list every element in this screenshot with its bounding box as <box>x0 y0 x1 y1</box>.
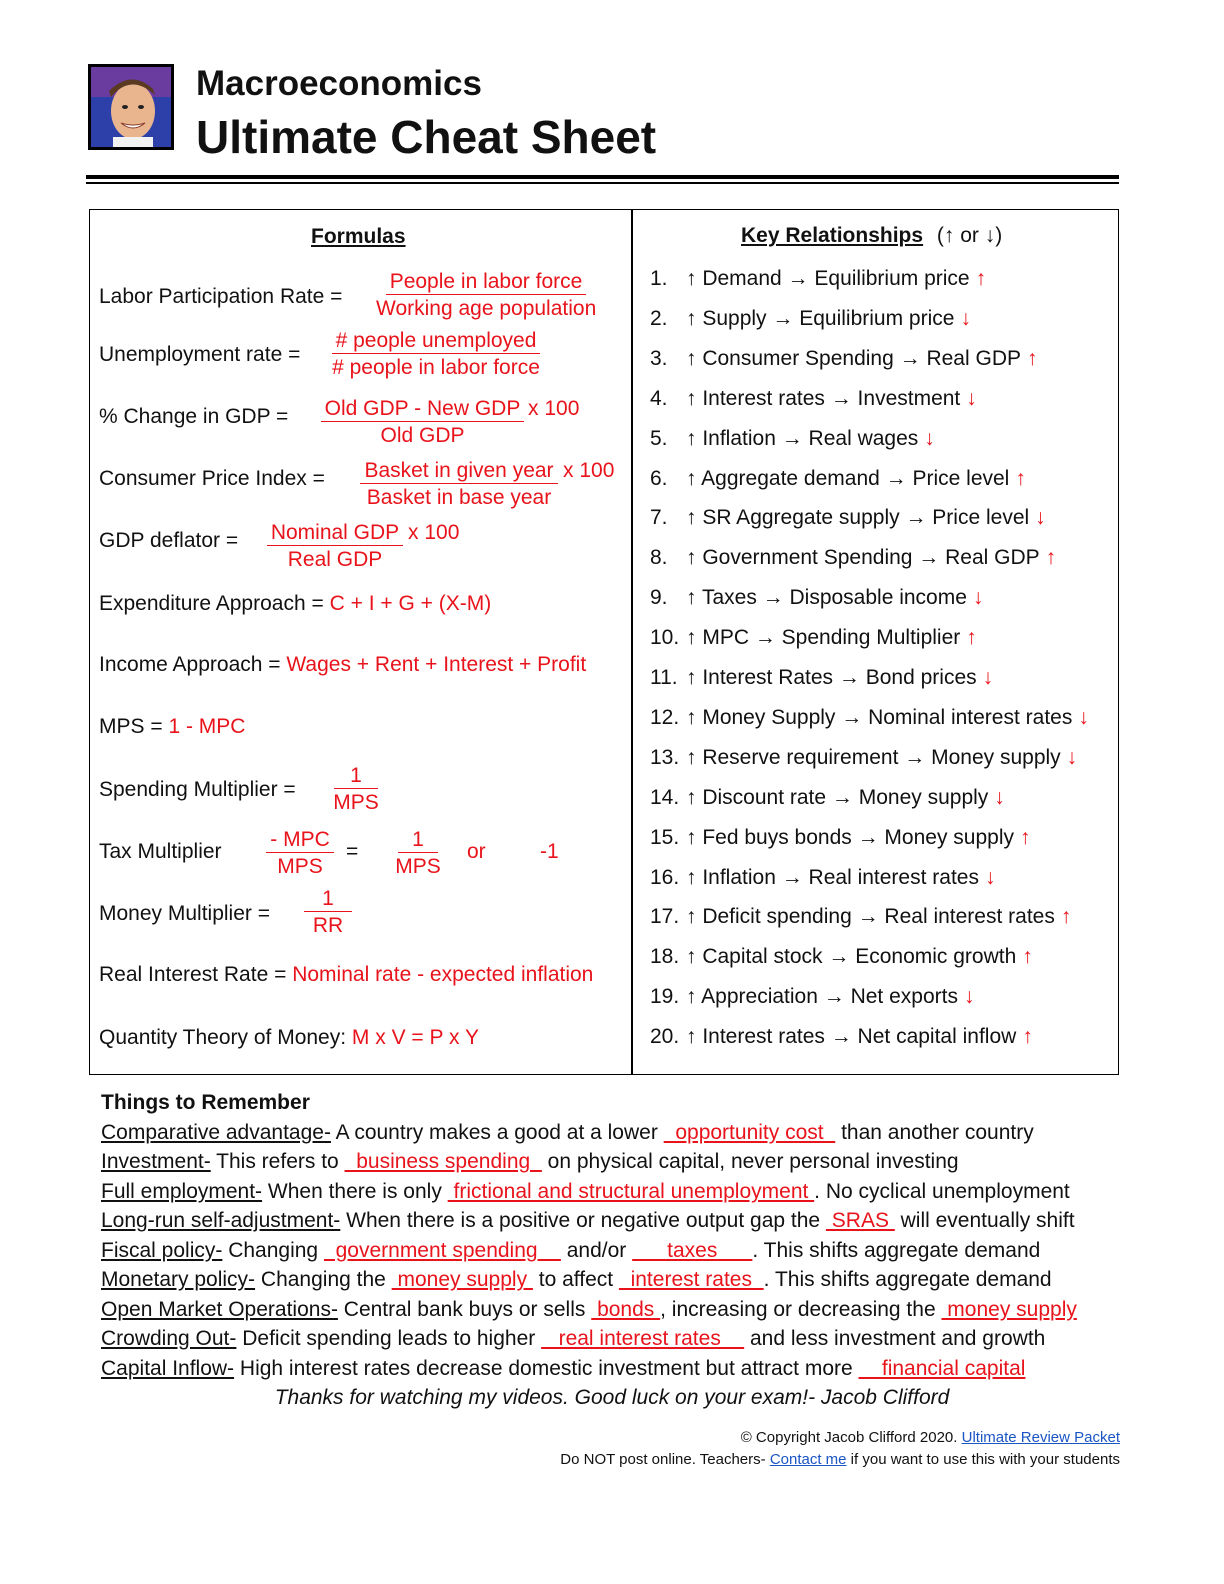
relationship-direction: ↓ <box>924 426 935 450</box>
mps-label: MPS = <box>99 715 163 738</box>
cpi-label: Consumer Price Index = <box>99 467 325 490</box>
spending-multiplier-numerator: 1 <box>334 765 378 789</box>
relationship-direction: ↓ <box>960 306 971 330</box>
tax-multiplier-label: Tax Multiplier <box>99 840 222 863</box>
relationship-number: 14. <box>650 785 680 809</box>
relationship-text: ↑ MPC → Spending Multiplier <box>686 626 961 650</box>
mps-formula <box>99 716 245 737</box>
relationship-text: ↑ Reserve requirement → Money supply <box>686 745 1061 769</box>
labor-participation-fraction <box>376 271 596 319</box>
remember-answer: frictional and structural unemployment <box>447 1180 815 1203</box>
relationship-direction: ↓ <box>963 985 975 1009</box>
relationship-direction: ↑ <box>1027 346 1038 370</box>
relationship-direction: ↓ <box>966 386 977 410</box>
deflator-denominator: Real GDP <box>287 548 383 571</box>
tax-multiplier-denominator-2: MPS <box>395 855 441 878</box>
relationship-number: 17. <box>650 905 680 929</box>
remember-text: When there is a positive or negative output gap the <box>340 1209 826 1232</box>
remember-term: Long-run self-adjustment- <box>101 1209 341 1232</box>
remember-text: , increasing or decreasing the <box>660 1298 942 1321</box>
relationship-number: 11. <box>650 666 678 689</box>
cpi-multiplier: x 100 <box>563 459 615 482</box>
remember-line-full-employment <box>101 1181 1070 1202</box>
remember-term: Comparative advantage- <box>101 1121 331 1144</box>
real-interest-formula <box>99 964 593 985</box>
relationship-number: 4. <box>650 386 668 410</box>
qtm-value: M x V = P x Y <box>351 1026 479 1049</box>
relationship-number: 2. <box>650 306 668 330</box>
relationship-item <box>650 308 971 329</box>
deflator-fraction <box>264 522 406 570</box>
remember-text: and less investment and growth <box>744 1327 1046 1350</box>
remember-answer: opportunity cost <box>663 1121 836 1144</box>
remember-line-crowding-out <box>101 1328 1045 1349</box>
remember-term: Full employment- <box>101 1180 263 1203</box>
remember-term: Capital Inflow- <box>101 1357 235 1380</box>
relationship-direction: ↓ <box>984 865 996 889</box>
relationship-item <box>650 867 995 888</box>
relationship-text: ↑ Deficit spending → Real interest rates <box>686 905 1055 929</box>
deflator-numerator: Nominal GDP <box>267 522 403 546</box>
relationship-direction: ↑ <box>1020 825 1031 849</box>
relationship-direction: ↑ <box>1060 905 1072 929</box>
relationship-direction: ↑ <box>1045 546 1057 570</box>
remember-line-fiscal-policy <box>101 1240 1040 1261</box>
relationship-item <box>650 667 993 688</box>
tax-multiplier-fraction-1 <box>260 829 340 877</box>
relationship-text: ↑ Inflation → Real interest rates <box>686 865 979 889</box>
remember-term: Crowding Out- <box>101 1327 237 1350</box>
real-interest-label: Real Interest Rate = <box>99 963 287 986</box>
relationship-direction: ↓ <box>994 785 1005 809</box>
relationship-item <box>650 747 1077 768</box>
money-multiplier-numerator: 1 <box>304 888 352 912</box>
cpi-fraction <box>356 460 562 508</box>
remember-line-monetary-policy <box>101 1269 1052 1290</box>
author-face-icon <box>91 67 171 147</box>
relationship-number: 12. <box>650 705 680 729</box>
things-to-remember-title: Things to Remember <box>101 1091 310 1114</box>
relationship-direction: ↑ <box>1022 945 1033 969</box>
remember-term: Investment- <box>101 1150 211 1173</box>
income-value: Wages + Rent + Interest + Profit <box>286 653 587 676</box>
money-multiplier-denominator: RR <box>312 914 344 937</box>
tax-multiplier-neg-one: -1 <box>540 840 559 863</box>
relationship-direction: ↑ <box>975 267 987 290</box>
spending-multiplier-label: Spending Multiplier = <box>99 778 296 801</box>
relationship-item <box>650 587 983 608</box>
title-line-2: Ultimate Cheat Sheet <box>196 111 657 163</box>
remember-answer: taxes <box>632 1239 753 1262</box>
unemployment-denominator: # people in labor force <box>332 356 540 379</box>
relationship-direction: ↓ <box>1066 745 1078 769</box>
cpi-numerator: Basket in given year <box>360 460 557 484</box>
tax-multiplier-fraction-2 <box>390 829 446 877</box>
relationship-text: ↑ Demand → Equilibrium price <box>686 267 970 290</box>
remember-term: Open Market Operations- <box>101 1298 338 1321</box>
remember-text: When there is only <box>262 1180 448 1203</box>
remember-answer: bonds <box>591 1298 661 1321</box>
relationship-direction: ↓ <box>1078 705 1089 729</box>
remember-text: A country makes a good at a lower <box>330 1121 664 1144</box>
remember-term: Monetary policy- <box>101 1268 256 1291</box>
relationship-text: ↑ Consumer Spending → Real GDP <box>686 346 1021 370</box>
thanks-note: Thanks for watching my videos. Good luck on your exam!- Jacob Clifford <box>274 1386 950 1409</box>
remember-text: Central bank buys or sells <box>337 1298 592 1321</box>
qtm-formula <box>99 1027 479 1048</box>
gdp-change-numerator: Old GDP - New GDP <box>321 398 525 422</box>
relationship-number: 16. <box>650 865 680 889</box>
remember-answer: business spending <box>344 1150 542 1173</box>
relationship-text: ↑ Interest Rates → Bond prices <box>686 666 977 689</box>
real-interest-value: Nominal rate - expected inflation <box>292 963 594 986</box>
relationship-number: 5. <box>650 426 668 450</box>
remember-text: on physical capital, never personal investing <box>541 1150 959 1173</box>
relationship-item <box>650 428 935 449</box>
tax-multiplier-or: or <box>467 840 486 863</box>
relationship-number: 1. <box>650 267 668 290</box>
tax-multiplier-equals: = <box>346 840 359 863</box>
relationship-number: 19. <box>650 985 680 1009</box>
qtm-label: Quantity Theory of Money: <box>99 1026 347 1049</box>
unemployment-numerator: # people unemployed <box>332 330 541 354</box>
expenditure-value: C + I + G + (X-M) <box>329 592 492 615</box>
income-label: Income Approach = <box>99 653 281 676</box>
relationship-item <box>650 268 986 289</box>
relationship-item <box>650 348 1038 369</box>
relationship-number: 13. <box>650 745 680 769</box>
review-packet-link[interactable]: Ultimate Review Packet <box>961 1429 1120 1446</box>
copyright-text: © Copyright Jacob Clifford 2020. <box>740 1429 962 1446</box>
remember-text: . This shifts aggregate demand <box>763 1268 1052 1291</box>
relationship-number: 3. <box>650 346 668 370</box>
relationship-number: 18. <box>650 945 680 969</box>
gdp-change-denominator: Old GDP <box>380 424 465 447</box>
deflator-label: GDP deflator = <box>99 529 239 552</box>
remember-text: . This shifts aggregate demand <box>752 1239 1041 1262</box>
gdp-change-label: % Change in GDP = <box>99 405 289 428</box>
relationship-number: 6. <box>650 466 668 490</box>
relationship-text: ↑ Discount rate → Money supply <box>686 785 989 809</box>
notice-line <box>560 1451 1120 1468</box>
remember-line-open-market <box>101 1299 1077 1320</box>
notice-text: Do NOT post online. Teachers- <box>560 1451 770 1468</box>
relationship-direction: ↑ <box>1015 466 1026 490</box>
cpi-denominator: Basket in base year <box>366 486 552 509</box>
relationship-direction: ↓ <box>1035 506 1046 530</box>
relationship-number: 7. <box>650 506 668 530</box>
remember-answer: money supply <box>941 1298 1077 1321</box>
remember-text: Deficit spending leads to higher <box>236 1327 542 1350</box>
remember-text: This refers to <box>210 1150 345 1173</box>
relationships-heading: Key Relationships <box>741 224 924 247</box>
author-photo <box>88 64 174 150</box>
relationship-item <box>650 507 1046 528</box>
relationship-item <box>650 1026 1033 1047</box>
relationship-number: 10. <box>650 626 680 650</box>
relationship-text: ↑ Interest rates → Investment <box>686 386 961 410</box>
copyright-line <box>741 1429 1120 1446</box>
relationship-item <box>650 627 977 648</box>
relationship-text: ↑ Supply → Equilibrium price <box>686 306 955 330</box>
tax-multiplier-denominator-1: MPS <box>277 855 323 878</box>
gdp-change-fraction <box>320 398 525 446</box>
relationship-text: ↑ Aggregate demand → Price level <box>686 466 1010 490</box>
relationship-item <box>650 946 1033 967</box>
title-line-1: Macroeconomics <box>196 64 482 103</box>
relationship-text: ↑ Appreciation → Net exports <box>686 985 958 1009</box>
remember-text: to affect <box>532 1268 619 1291</box>
remember-term: Fiscal policy- <box>101 1239 223 1262</box>
relationship-direction: ↓ <box>972 586 984 610</box>
income-approach <box>99 654 586 675</box>
labor-participation-numerator: People in labor force <box>386 271 587 295</box>
spending-multiplier-denominator: MPS <box>333 791 379 814</box>
remember-line-comparative-advantage <box>101 1122 1034 1143</box>
relationship-number: 8. <box>650 546 668 570</box>
money-multiplier-fraction <box>300 888 356 936</box>
remember-text: and/or <box>560 1239 633 1262</box>
relationship-item <box>650 707 1089 728</box>
remember-line-investment <box>101 1151 959 1172</box>
relationship-text: ↑ Taxes → Disposable income <box>686 586 967 610</box>
tax-multiplier-numerator-1: - MPC <box>266 829 334 853</box>
relationships-heading-suffix: (↑ or ↓) <box>936 224 1003 247</box>
notice-text-end: if you want to use this with your students <box>846 1451 1120 1468</box>
unemployment-fraction <box>326 330 546 378</box>
remember-answer: government spending <box>323 1239 561 1262</box>
relationship-text: ↑ Interest rates → Net capital inflow <box>686 1025 1017 1049</box>
labor-participation-label: Labor Participation Rate = <box>99 285 343 308</box>
header-rule-thin <box>86 182 1119 184</box>
relationship-item <box>650 827 1031 848</box>
relationship-text: ↑ Fed buys bonds → Money supply <box>686 825 1015 849</box>
relationship-item <box>650 787 1005 808</box>
relationship-number: 15. <box>650 825 680 849</box>
remember-text: than another country <box>835 1121 1034 1144</box>
formulas-heading: Formulas <box>311 225 406 248</box>
mps-value: 1 - MPC <box>168 715 246 738</box>
relationship-item <box>650 906 1071 927</box>
expenditure-label: Expenditure Approach = <box>99 592 324 615</box>
relationship-text: ↑ Government Spending → Real GDP <box>686 546 1040 570</box>
relationship-text: ↑ SR Aggregate supply → Price level <box>686 506 1030 530</box>
column-divider <box>631 209 633 1075</box>
spending-multiplier-fraction <box>326 765 386 813</box>
remember-text: High interest rates decrease domestic investment but attract more <box>234 1357 859 1380</box>
remember-line-long-run <box>101 1210 1075 1231</box>
relationship-direction: ↓ <box>982 666 994 689</box>
relationship-item <box>650 986 974 1007</box>
remember-answer: real interest rates <box>541 1327 745 1350</box>
relationships-heading-row <box>741 225 1002 246</box>
remember-answer: SRAS <box>825 1209 895 1232</box>
relationship-text: ↑ Capital stock → Economic growth <box>686 945 1017 969</box>
gdp-change-multiplier: x 100 <box>528 397 580 420</box>
deflator-multiplier: x 100 <box>408 521 460 544</box>
relationship-number: 20. <box>650 1025 680 1049</box>
relationship-text: ↑ Inflation → Real wages <box>686 426 919 450</box>
remember-answer: interest rates <box>618 1268 764 1291</box>
relationship-direction: ↑ <box>1022 1025 1033 1049</box>
relationship-item <box>650 547 1056 568</box>
remember-text: . No cyclical unemployment <box>814 1180 1070 1203</box>
relationship-item <box>650 388 977 409</box>
labor-participation-denominator: Working age population <box>376 297 597 320</box>
remember-answer: money supply <box>391 1268 533 1291</box>
money-multiplier-label: Money Multiplier = <box>99 902 270 925</box>
relationship-direction: ↑ <box>966 626 977 650</box>
remember-answer: financial capital <box>858 1357 1026 1380</box>
unemployment-label: Unemployment rate = <box>99 343 301 366</box>
remember-text: Changing <box>222 1239 324 1262</box>
relationship-item <box>650 468 1026 489</box>
expenditure-approach <box>99 593 491 614</box>
relationship-number: 9. <box>650 586 668 610</box>
remember-text: Changing the <box>255 1268 392 1291</box>
header-rule <box>86 175 1119 179</box>
tax-multiplier-numerator-2: 1 <box>398 829 438 853</box>
contact-link[interactable]: Contact me <box>769 1451 847 1468</box>
remember-text: will eventually shift <box>894 1209 1075 1232</box>
remember-line-capital-inflow <box>101 1358 1025 1379</box>
relationship-text: ↑ Money Supply → Nominal interest rates <box>686 705 1073 729</box>
